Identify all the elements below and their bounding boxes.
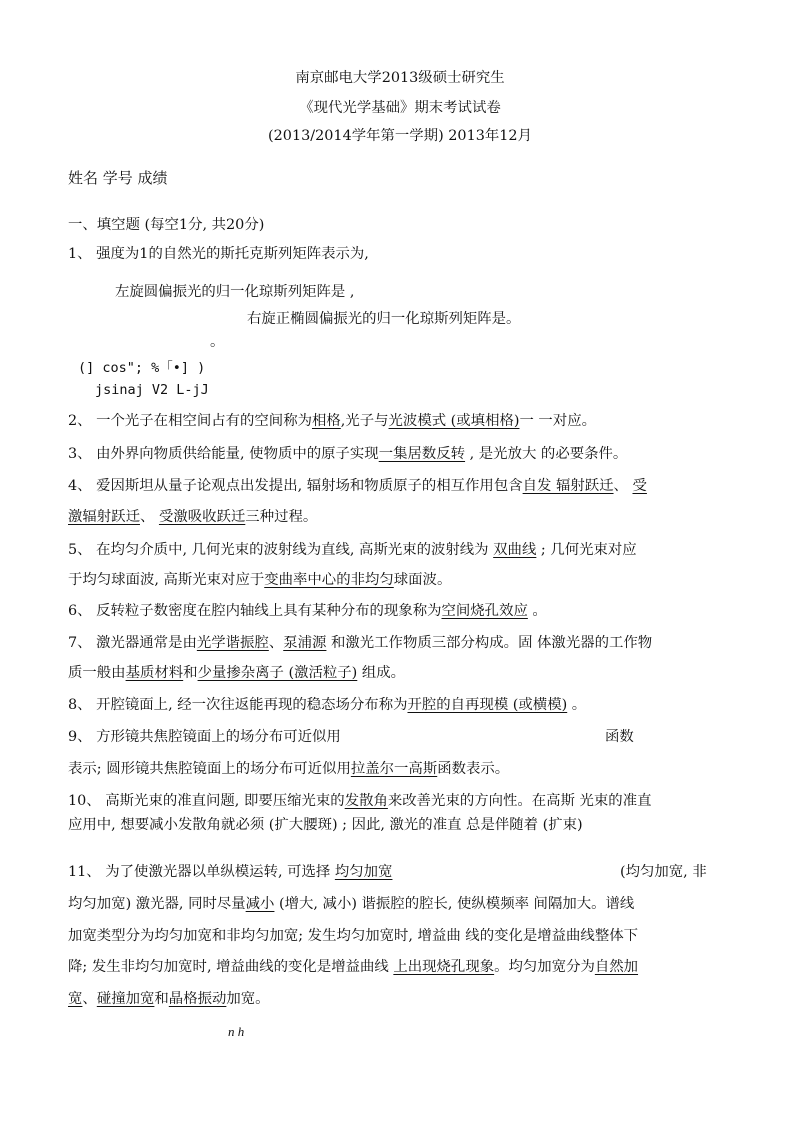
answer-natural-broadening-part-2: 宽 — [68, 991, 83, 1007]
question-1-line-2: 左旋圆偏振光的归一化琼斯列矩阵是 , — [115, 284, 355, 300]
answer-laguerre-gauss: 拉盖尔一高斯 — [350, 761, 438, 777]
answer-decrease: 减小 — [245, 896, 275, 912]
question-10-line-1: 10、 高斯光束的准直问题, 即要压缩光束的发散角来改善光束的方向性。在高斯 光束的准直 — [68, 793, 652, 809]
question-7-line-2: 质一般由基质材料和少量掺杂离子 (激活粒子) 组成。 — [68, 665, 406, 681]
footer-mark: n h — [228, 1024, 245, 1039]
question-1-dot: 。 — [210, 334, 225, 350]
answer-optical-resonator: 光学谐振腔 — [196, 635, 269, 651]
answer-phase-cell: 相格 — [311, 413, 341, 429]
answer-variable-curvature: 变曲率中心的非均匀 — [264, 572, 394, 588]
question-9-line-1: 9、 方形镜共焦腔镜面上的场分布可近似用 — [68, 729, 341, 745]
question-10-line-2: 应用中, 想要减小发散角就必须 (扩大腰斑) ; 因此, 激光的准直 总是伴随着 (扩束) — [68, 817, 583, 833]
question-6: 6、 反转粒子数密度在腔内轴线上具有某种分布的现象称为空间烧孔效应 。 — [68, 603, 547, 619]
question-11-line-3: 加宽类型分为均匀加宽和非均匀加宽; 发生均匀加宽时, 增益曲 线的变化是增益曲线整体下 — [68, 928, 638, 944]
answer-divergence-angle: 发散角 — [344, 793, 388, 809]
question-2: 2、 一个光子在相空间占有的空间称为相格,光子与光波模式 (或填相格)一 一对应。 — [68, 413, 596, 429]
question-7-line-1: 7、 激光器通常是由光学谐振腔、泵浦源 和激光工作物质三部分构成。固 体激光器的工作物 — [68, 635, 653, 651]
answer-natural-broadening-part-1: 自然加 — [594, 959, 639, 975]
answer-self-reproducing-mode: 开腔的自再现模 (或横模) — [407, 697, 568, 713]
answer-spontaneous-emission: 自发 辐射跃迁 — [522, 478, 614, 494]
answer-collision-broadening: 碰撞加宽 — [96, 991, 155, 1007]
answer-light-mode: 光波模式 (或填相格) — [388, 413, 520, 429]
question-5-line-2: 于均匀球面波, 高斯光束对应于变曲率中心的非均匀球面波。 — [68, 572, 452, 588]
exam-term: (2013/2014学年第一学期) 2013年12月 — [268, 128, 532, 144]
answer-dopant-ions: 少量掺杂离子 (激活粒子) — [197, 665, 358, 681]
question-9-function-word: 函数 — [605, 729, 634, 745]
question-4-line-1: 4、 爱因斯坦从量子论观点出发提出, 辐射场和物质原子的相互作用包含自发 辐射跃迁、 受 — [68, 478, 647, 494]
answer-spatial-hole-burning: 空间烧孔效应 — [441, 603, 528, 619]
answer-host-material: 基质材料 — [125, 665, 184, 681]
question-8: 8、 开腔镜面上, 经一次往返能再现的稳态场分布称为开腔的自再现模 (或横模) 。 — [68, 697, 587, 713]
question-1-line-1: 1、 强度为1的自然光的斯托克斯列矩阵表示为, — [68, 246, 369, 262]
answer-population-inversion: 一集居数反转 — [378, 446, 466, 462]
question-4-line-2: 激辐射跃迁、 受激吸收跃迁三种过程。 — [68, 509, 318, 525]
question-11-line-4: 降; 发生非均匀加宽时, 增益曲线的变化是增益曲线 上出现烧孔现象。均匀加宽分为自然加 — [68, 959, 639, 975]
question-11-line-2: 均匀加宽) 激光器, 同时尽量减小 (增大, 减小) 谐振腔的腔长, 使纵模频率 间隔加大。谱线 — [68, 896, 635, 912]
question-5-line-1: 5、 在均匀介质中, 几何光束的波射线为直线, 高斯光束的波射线为 双曲线 ; 几何光束对应 — [68, 542, 637, 558]
answer-homogeneous-broadening: 均匀加宽 — [334, 864, 393, 880]
question-1-line-3: 右旋正椭圆偏振光的归一化琼斯列矩阵是。 — [247, 311, 521, 327]
answer-hyperbola: 双曲线 — [493, 542, 537, 558]
answer-lattice-vibration: 晶格振动 — [168, 991, 227, 1007]
question-1-formula-line-1: (] cos"; %「•] ) — [78, 360, 206, 376]
answer-pump-source: 泵浦源 — [283, 635, 327, 651]
answer-hole-burning: 上出现烧孔现象 — [393, 959, 495, 975]
question-11-option-text: (均匀加宽, 非 — [620, 864, 707, 880]
answer-stimulated-absorption: 受激吸收跃迁 — [158, 509, 246, 525]
question-9-line-2: 表示; 圆形镜共焦腔镜面上的场分布可近似用拉盖尔一高斯函数表示。 — [68, 761, 510, 777]
question-1-formula-line-2: jsinaj V2 L-jJ — [95, 382, 209, 398]
exam-course-title: 《现代光学基础》期末考试试卷 — [299, 100, 501, 116]
exam-school-title: 南京邮电大学2013级硕士研究生 — [295, 70, 505, 86]
student-info-line: 姓名 学号 成绩 — [68, 169, 168, 187]
question-11-line-1: 11、 为了使激光器以单纵模运转, 可选择 均匀加宽 — [68, 864, 393, 880]
question-11-line-5: 宽、碰撞加宽和晶格振动加宽。 — [68, 991, 270, 1007]
answer-stimulated-emission: 激辐射跃迁 — [68, 509, 140, 525]
section-title-fill-blank: 一、填空题 (每空1分, 共20分) — [68, 217, 265, 233]
question-3: 3、 由外界向物质供给能量, 使物质中的原子实现一集居数反转 , 是光放大 的必要条件。 — [68, 446, 628, 462]
